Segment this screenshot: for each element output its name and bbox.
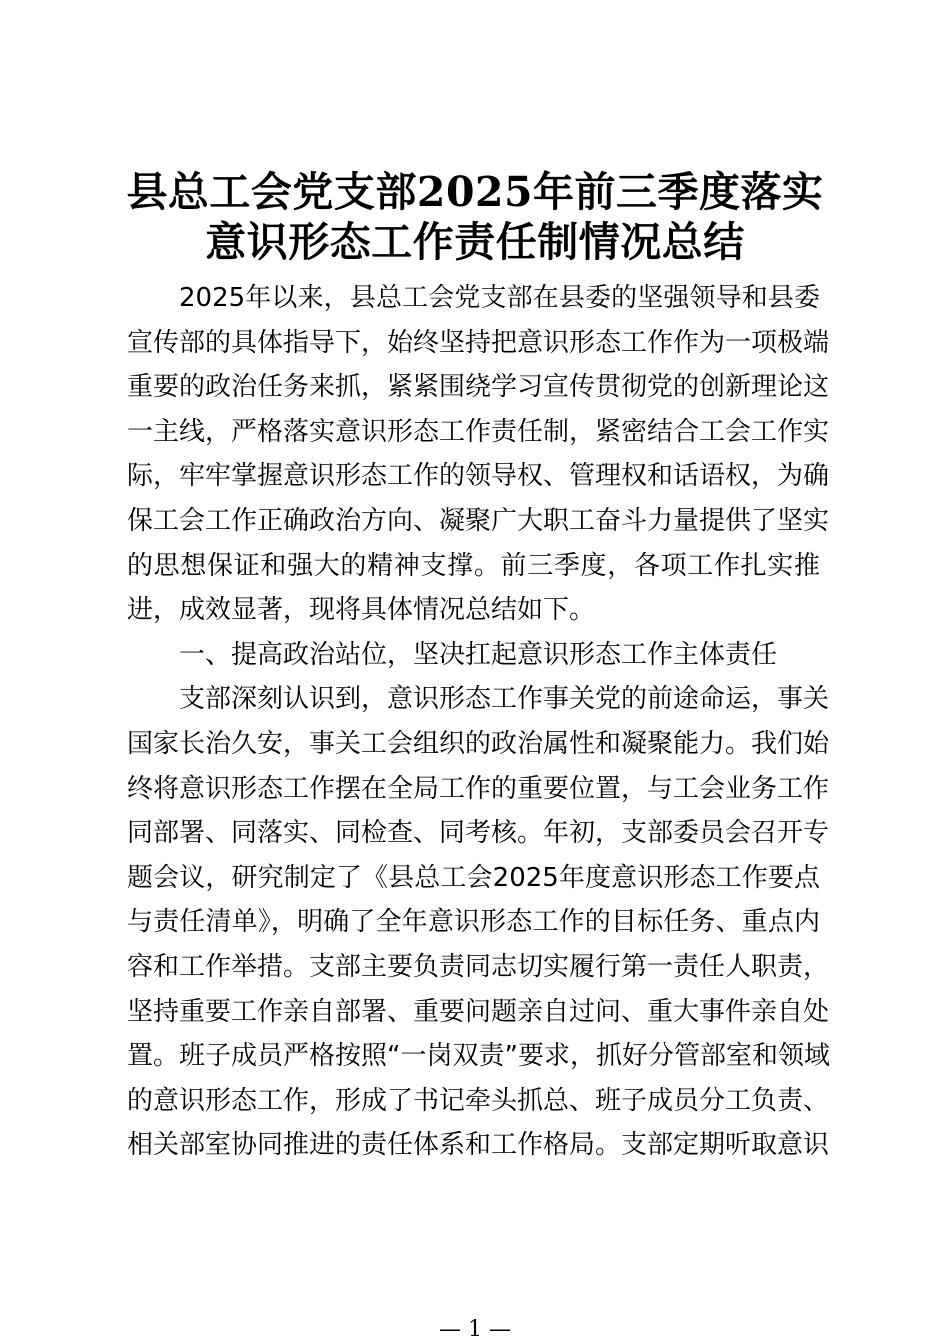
intro-line: 保工会工作正确政治方向、凝聚广大职工奋斗力量提供了坚实 (127, 505, 830, 536)
section-1-heading: 一、提高政治站位，坚决扛起意识形态工作主体责任 (179, 639, 778, 670)
section-1-line: 置。班子成员严格按照“一岗双责”要求，抓好分管部室和领域 (127, 1041, 830, 1072)
section-1-line: 相关部室协同推进的责任体系和工作格局。支部定期听取意识 (127, 1130, 830, 1161)
page-number: — 1 — (439, 1317, 511, 1342)
intro-line: 宣传部的具体指导下，始终坚持把意识形态工作作为一项极端 (127, 327, 830, 358)
section-1-line: 终将意识形态工作摆在全局工作的重要位置，与工会业务工作 (127, 773, 830, 804)
section-1-line: 国家长治久安，事关工会组织的政治属性和凝聚能力。我们始 (127, 728, 830, 759)
document-title-line-2: 意识形态工作责任制情况总结 (205, 218, 745, 266)
intro-line: 重要的政治任务来抓，紧紧围绕学习宣传贯彻党的创新理论这 (127, 372, 830, 403)
intro-line: 的思想保证和强大的精神支撑。前三季度，各项工作扎实推 (127, 550, 820, 581)
section-1-line: 同部署、同落实、同检查、同考核。年初，支部委员会召开专 (127, 818, 830, 849)
intro-line: 进，成效显著，现将具体情况总结如下。 (127, 595, 596, 626)
document-body (127, 276, 830, 1168)
intro-line: 2025年以来，县总工会党支部在县委的坚强领导和县委 (179, 283, 820, 313)
section-1-line: 与责任清单》，明确了全年意识形态工作的目标任务、重点内 (127, 907, 820, 938)
section-1-line: 坚持重要工作亲自部署、重要问题亲自过问、重大事件亲自处 (127, 996, 830, 1027)
section-1-line: 容和工作举措。支部主要负责同志切实履行第一责任人职责， (127, 951, 830, 982)
section-1-line: 题会议，研究制定了《县总工会2025年度意识形态工作要点 (127, 862, 820, 893)
document-title-line-1: 县总工会党支部2025年前三季度落实 (126, 168, 824, 216)
intro-line: 一主线，严格落实意识形态工作责任制，紧密结合工会工作实 (127, 416, 830, 447)
section-1-line: 的意识形态工作，形成了书记牵头抓总、班子成员分工负责、 (127, 1085, 830, 1116)
intro-line: 际，牢牢掌握意识形态工作的领导权、管理权和话语权，为确 (127, 461, 830, 492)
section-1-line: 支部深刻认识到，意识形态工作事关党的前途命运，事关 (179, 684, 830, 715)
